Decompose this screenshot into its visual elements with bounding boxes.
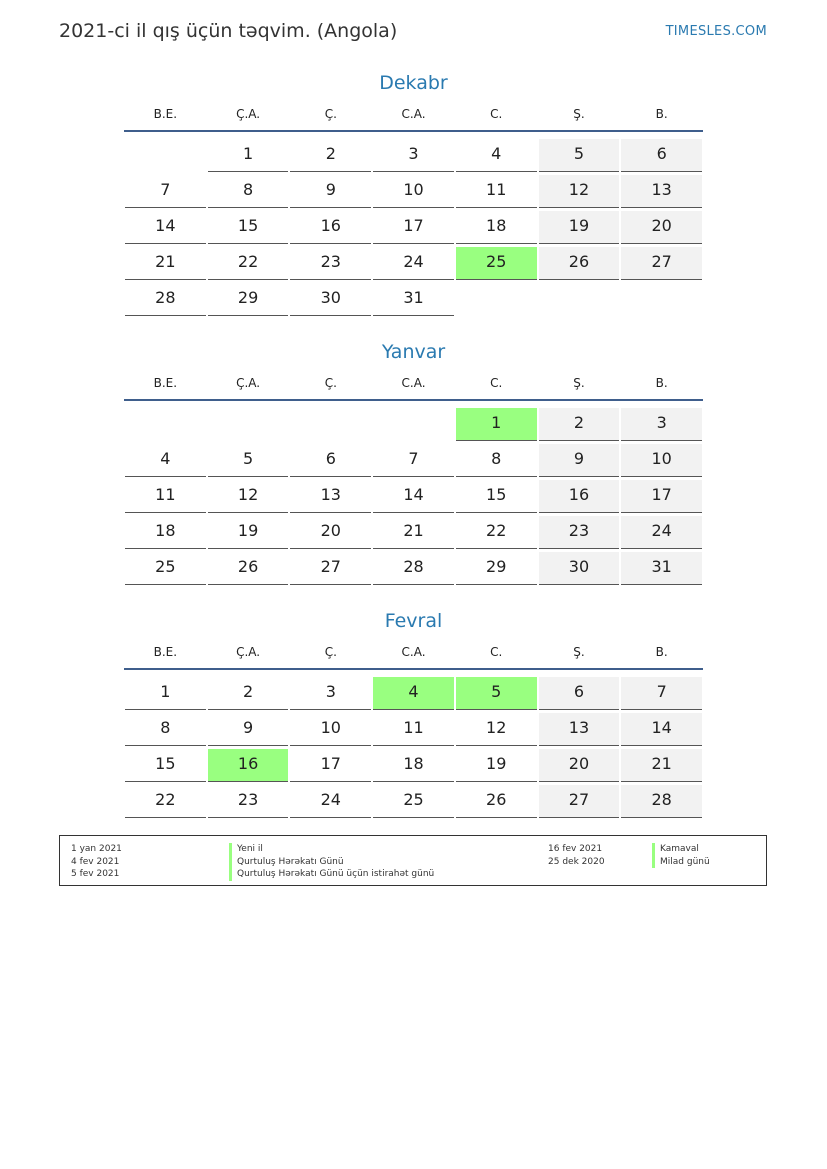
day-number	[621, 283, 702, 316]
empty-day-cell	[124, 406, 207, 442]
day-cell	[207, 173, 290, 209]
day-cell	[538, 478, 621, 514]
day-number: 28	[621, 785, 702, 818]
day-number	[373, 408, 454, 441]
day-number: 5	[208, 444, 289, 477]
weekday-label: C.	[490, 107, 503, 121]
weekday-label: C.	[490, 376, 503, 390]
day-number	[290, 408, 371, 441]
holiday-legend	[59, 835, 767, 886]
day-number	[125, 139, 206, 172]
day-cell	[372, 747, 455, 783]
day-number: 29	[208, 283, 289, 316]
month-name: Fevral	[384, 610, 443, 632]
day-cell	[455, 747, 538, 783]
day-number: 1	[125, 677, 206, 710]
day-number: 16	[290, 211, 371, 244]
day-cell	[289, 747, 372, 783]
day-number: 11	[456, 175, 537, 208]
month-1	[124, 339, 703, 586]
day-cell	[372, 137, 455, 173]
day-cell	[372, 442, 455, 478]
day-number: 8	[456, 444, 537, 477]
weekday-header	[124, 105, 703, 132]
day-number: 19	[456, 749, 537, 782]
empty-day-cell	[372, 406, 455, 442]
day-number: 13	[290, 480, 371, 513]
day-number: 16	[539, 480, 620, 513]
day-cell	[455, 137, 538, 173]
day-cell	[538, 675, 621, 711]
weekday-label: Ç.	[324, 376, 337, 390]
day-number: 12	[208, 480, 289, 513]
day-cell	[289, 173, 372, 209]
day-number: 28	[373, 552, 454, 585]
legend-holiday-name: Yeni il	[229, 843, 434, 856]
day-number: 15	[456, 480, 537, 513]
day-number: 22	[208, 247, 289, 280]
week-row	[124, 137, 703, 173]
weekday-label: C.A.	[401, 645, 426, 659]
day-number: 12	[456, 713, 537, 746]
day-number: 4	[125, 444, 206, 477]
month-2	[124, 608, 703, 819]
weekday-label: B.	[655, 645, 668, 659]
day-number: 27	[621, 247, 702, 280]
empty-day-cell	[455, 281, 538, 317]
day-number: 31	[621, 552, 702, 585]
day-number: 30	[539, 552, 620, 585]
day-cell	[289, 137, 372, 173]
legend-right-dates	[548, 843, 605, 868]
day-cell	[538, 442, 621, 478]
legend-date: 4 fev 2021	[71, 856, 120, 867]
empty-day-cell	[538, 281, 621, 317]
day-cell	[124, 783, 207, 819]
day-number: 7	[621, 677, 702, 710]
day-number: 28	[125, 283, 206, 316]
day-number: 22	[456, 516, 537, 549]
day-number: 12	[539, 175, 620, 208]
day-cell	[289, 478, 372, 514]
day-number: 8	[125, 713, 206, 746]
day-number: 20	[621, 211, 702, 244]
day-cell	[455, 783, 538, 819]
page-title: 2021-ci il qış üçün təqvim. (Angola)	[59, 20, 398, 42]
day-cell	[620, 137, 703, 173]
legend-left-names	[229, 843, 434, 881]
day-number: 10	[290, 713, 371, 746]
day-number: 23	[290, 247, 371, 280]
day-number: 24	[290, 785, 371, 818]
day-cell	[207, 281, 290, 317]
day-number: 26	[208, 552, 289, 585]
legend-date: 16 fev 2021	[548, 844, 603, 854]
weekday-label: C.A.	[401, 376, 426, 390]
day-number: 20	[290, 516, 371, 549]
day-number: 9	[290, 175, 371, 208]
week-row	[124, 442, 703, 478]
day-cell	[124, 478, 207, 514]
day-cell	[538, 209, 621, 245]
week-row	[124, 514, 703, 550]
day-cell	[372, 173, 455, 209]
day-cell	[372, 675, 455, 711]
weekday-label: B.E.	[153, 376, 178, 390]
day-cell	[455, 442, 538, 478]
day-number: 2	[539, 408, 620, 441]
weekday-label: B.E.	[153, 107, 178, 121]
day-number: 17	[621, 480, 702, 513]
weekday-label: Ç.A.	[236, 645, 261, 659]
day-cell	[289, 550, 372, 586]
day-number: 2	[290, 139, 371, 172]
day-number: 19	[208, 516, 289, 549]
day-cell	[620, 550, 703, 586]
day-cell	[455, 711, 538, 747]
day-number: 2	[208, 677, 289, 710]
day-cell	[538, 711, 621, 747]
day-number: 19	[539, 211, 620, 244]
day-cell	[124, 442, 207, 478]
day-number: 8	[208, 175, 289, 208]
legend-holiday-name: Qurtuluş Hərəkatı Günü üçün istirahət günü	[229, 868, 434, 881]
day-number: 6	[539, 677, 620, 710]
week-row	[124, 406, 703, 442]
day-cell	[372, 711, 455, 747]
weekday-label: B.	[655, 107, 668, 121]
month-name: Dekabr	[379, 72, 448, 94]
day-cell	[124, 550, 207, 586]
day-cell	[124, 173, 207, 209]
day-cell	[289, 514, 372, 550]
day-cell	[207, 209, 290, 245]
day-cell	[372, 514, 455, 550]
day-cell	[620, 711, 703, 747]
day-cell	[620, 406, 703, 442]
day-number: 21	[373, 516, 454, 549]
day-number: 3	[290, 677, 371, 710]
day-number: 7	[373, 444, 454, 477]
weekday-label: C.	[490, 645, 503, 659]
day-cell	[538, 514, 621, 550]
day-cell	[207, 137, 290, 173]
day-number: 30	[290, 283, 371, 316]
day-number: 18	[456, 211, 537, 244]
day-cell	[289, 245, 372, 281]
weekday-label: Ç.A.	[236, 107, 261, 121]
day-cell	[455, 675, 538, 711]
weekday-label: Ş.	[573, 107, 585, 121]
day-number: 17	[373, 211, 454, 244]
day-cell	[289, 442, 372, 478]
day-number: 10	[621, 444, 702, 477]
day-number: 9	[208, 713, 289, 746]
day-number: 1	[208, 139, 289, 172]
month-0	[124, 70, 703, 317]
legend-date: 1 yan 2021	[71, 844, 122, 854]
day-number: 7	[125, 175, 206, 208]
weekday-label: Ç.	[324, 645, 337, 659]
legend-date: 5 fev 2021	[71, 869, 120, 879]
day-cell	[620, 675, 703, 711]
day-number: 21	[621, 749, 702, 782]
day-cell	[620, 514, 703, 550]
legend-holiday-name: Milad günü	[652, 856, 710, 869]
day-number: 25	[373, 785, 454, 818]
day-cell	[207, 442, 290, 478]
day-cell	[289, 783, 372, 819]
day-cell	[538, 747, 621, 783]
day-number: 24	[621, 516, 702, 549]
empty-day-cell	[207, 406, 290, 442]
day-cell	[455, 550, 538, 586]
day-number: 22	[125, 785, 206, 818]
day-cell	[620, 783, 703, 819]
day-cell	[455, 245, 538, 281]
day-cell	[538, 173, 621, 209]
week-row	[124, 281, 703, 317]
day-number: 3	[373, 139, 454, 172]
day-number: 5	[539, 139, 620, 172]
day-cell	[207, 747, 290, 783]
day-number: 25	[456, 247, 537, 280]
day-cell	[372, 245, 455, 281]
weekday-label: B.	[655, 376, 668, 390]
day-grid	[124, 137, 703, 317]
day-cell	[538, 406, 621, 442]
day-cell	[207, 711, 290, 747]
day-cell	[538, 245, 621, 281]
day-number: 27	[290, 552, 371, 585]
day-cell	[620, 478, 703, 514]
week-row	[124, 209, 703, 245]
day-number: 14	[373, 480, 454, 513]
day-cell	[207, 550, 290, 586]
day-number: 5	[456, 677, 537, 710]
day-grid	[124, 406, 703, 586]
week-row	[124, 747, 703, 783]
day-number: 21	[125, 247, 206, 280]
empty-day-cell	[124, 137, 207, 173]
week-row	[124, 783, 703, 819]
day-cell	[455, 478, 538, 514]
day-cell	[124, 209, 207, 245]
day-cell	[124, 281, 207, 317]
day-cell	[124, 711, 207, 747]
day-cell	[372, 209, 455, 245]
day-cell	[372, 783, 455, 819]
day-cell	[207, 514, 290, 550]
day-cell	[455, 209, 538, 245]
week-row	[124, 675, 703, 711]
day-cell	[372, 550, 455, 586]
day-number: 26	[539, 247, 620, 280]
day-cell	[289, 675, 372, 711]
day-number: 9	[539, 444, 620, 477]
day-number: 13	[621, 175, 702, 208]
day-number: 17	[290, 749, 371, 782]
day-number: 27	[539, 785, 620, 818]
day-cell	[455, 406, 538, 442]
day-cell	[620, 442, 703, 478]
day-number: 18	[373, 749, 454, 782]
day-number: 6	[621, 139, 702, 172]
month-name: Yanvar	[381, 341, 446, 363]
day-number: 13	[539, 713, 620, 746]
day-number: 26	[456, 785, 537, 818]
day-number: 14	[621, 713, 702, 746]
day-cell	[124, 514, 207, 550]
day-number: 16	[208, 749, 289, 782]
week-row	[124, 711, 703, 747]
weekday-label: B.E.	[153, 645, 178, 659]
day-cell	[372, 478, 455, 514]
day-number: 11	[125, 480, 206, 513]
weekday-header	[124, 374, 703, 401]
day-cell	[124, 245, 207, 281]
legend-holiday-name: Kamaval	[652, 843, 710, 856]
legend-right-names	[652, 843, 710, 868]
day-number: 23	[539, 516, 620, 549]
legend-date: 25 dek 2020	[548, 856, 605, 867]
week-row	[124, 478, 703, 514]
day-cell	[289, 281, 372, 317]
day-number: 10	[373, 175, 454, 208]
day-cell	[124, 675, 207, 711]
day-number: 25	[125, 552, 206, 585]
day-cell	[455, 173, 538, 209]
day-number: 14	[125, 211, 206, 244]
day-number	[208, 408, 289, 441]
day-cell	[372, 281, 455, 317]
day-number: 3	[621, 408, 702, 441]
day-cell	[620, 173, 703, 209]
day-cell	[538, 550, 621, 586]
day-number: 15	[125, 749, 206, 782]
legend-left-dates	[71, 843, 122, 881]
day-cell	[207, 478, 290, 514]
day-number: 20	[539, 749, 620, 782]
day-cell	[207, 675, 290, 711]
empty-day-cell	[620, 281, 703, 317]
day-number: 4	[373, 677, 454, 710]
day-number: 18	[125, 516, 206, 549]
day-cell	[620, 747, 703, 783]
day-cell	[538, 783, 621, 819]
day-number: 23	[208, 785, 289, 818]
day-cell	[620, 245, 703, 281]
day-grid	[124, 675, 703, 819]
weekday-label: Ç.A.	[236, 376, 261, 390]
week-row	[124, 550, 703, 586]
weekday-label: Ç.	[324, 107, 337, 121]
legend-holiday-name: Qurtuluş Hərəkatı Günü	[229, 856, 434, 869]
weekday-label: Ş.	[573, 376, 585, 390]
day-cell	[124, 747, 207, 783]
week-row	[124, 245, 703, 281]
brand-link[interactable]: TIMESLES.COM	[665, 24, 767, 39]
empty-day-cell	[289, 406, 372, 442]
day-cell	[207, 245, 290, 281]
weekday-header	[124, 643, 703, 670]
week-row	[124, 173, 703, 209]
day-cell	[207, 783, 290, 819]
day-number	[125, 408, 206, 441]
day-cell	[455, 514, 538, 550]
day-cell	[289, 711, 372, 747]
day-number: 31	[373, 283, 454, 316]
day-number: 15	[208, 211, 289, 244]
day-number	[539, 283, 620, 316]
day-cell	[289, 209, 372, 245]
weekday-label: Ş.	[573, 645, 585, 659]
day-number: 29	[456, 552, 537, 585]
day-number: 1	[456, 408, 537, 441]
day-cell	[620, 209, 703, 245]
day-number	[456, 283, 537, 316]
weekday-label: C.A.	[401, 107, 426, 121]
day-number: 11	[373, 713, 454, 746]
day-cell	[538, 137, 621, 173]
day-number: 24	[373, 247, 454, 280]
day-number: 6	[290, 444, 371, 477]
day-number: 4	[456, 139, 537, 172]
